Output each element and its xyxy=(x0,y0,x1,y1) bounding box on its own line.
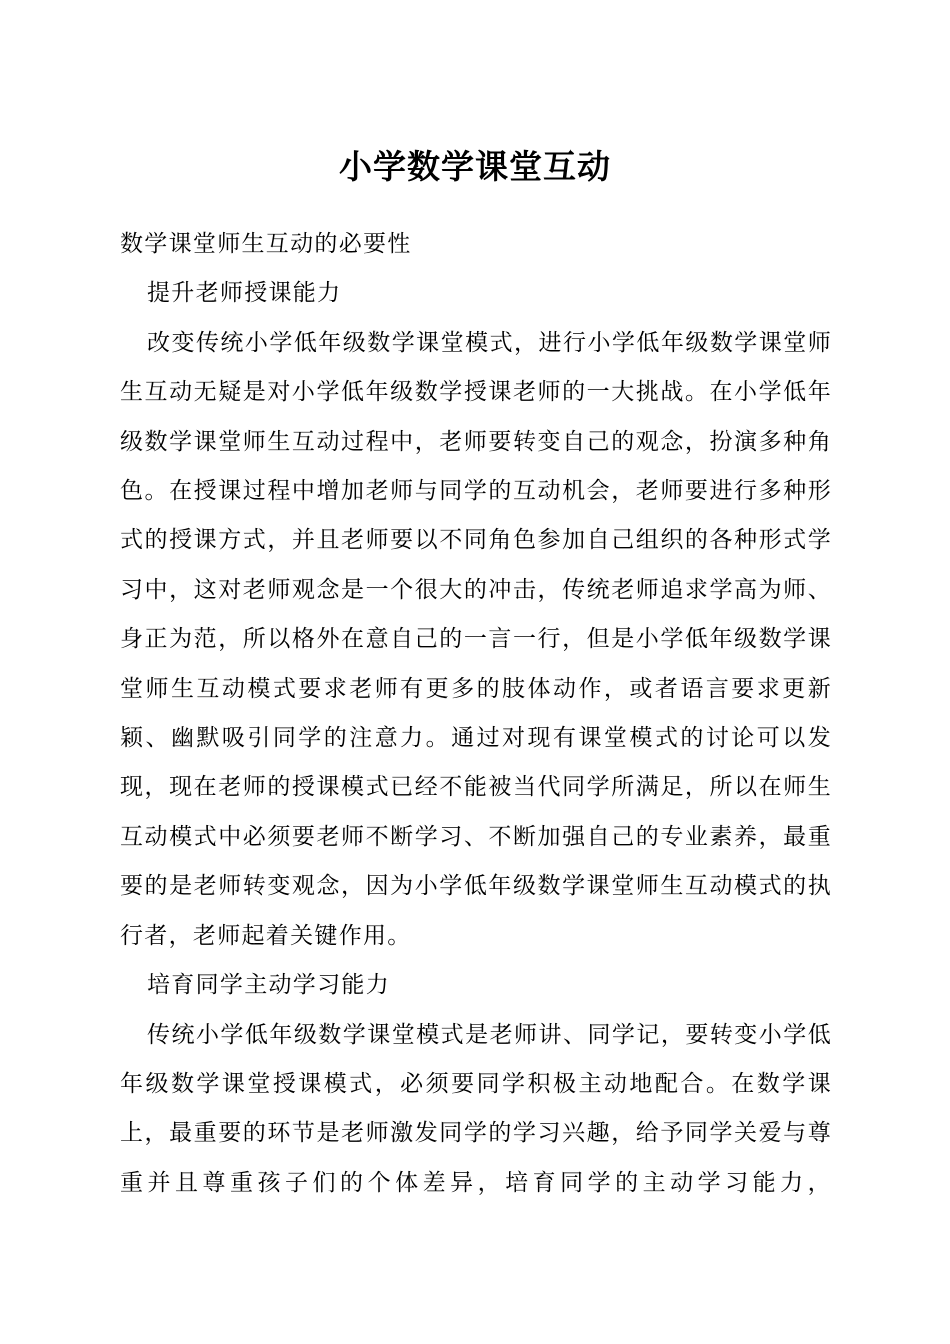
subsection-heading: 提升老师授课能力 xyxy=(147,280,342,307)
body-paragraph: 传统小学低年级数学课堂模式是老师讲、同学记，要转变小学低年级数学课堂授课模式，必须要同学积极主动地配合。在数学课上，最重要的环节是老师激发同学的学习兴趣，给予同学关爱与尊重并且尊重孩子们的个体差异，培育同学的主动学习能力， xyxy=(120,1021,832,1196)
body-paragraph: 改变传统小学低年级数学课堂模式，进行小学低年级数学课堂师生互动无疑是对小学低年级数学授课老师的一大挑战。在小学低年级数学课堂师生互动过程中，老师要转变自己的观念，扮演多种角色。在授课过程中增加老师与同学的互动机会，老师要进行多种形式的授课方式，并且老师要以不同角色参加自己组织的各种形式学习中，这对老师观念是一个很大的冲击，传统老师追求学高为师、身正为范，所以格外在意自己的一言一行，但是小学低年级数学课堂师生互动模式要求老师有更多的肢体动作，或者语言要求更新颖、幽默吸引同学的注意力。通过对现有课堂模式的讨论可以发现，现在老师的授课模式已经不能被当代同学所满足，所以在师生互动模式中必须要老师不断学习、不断加强自己的专业素养，最重要的是老师转变观念，因为小学低年级数学课堂师生互动模式的执行者，老师起着关键作用。 xyxy=(120,329,832,949)
document-title: 小学数学课堂互动 xyxy=(339,147,611,186)
document-body xyxy=(120,220,832,1208)
section-heading: 数学课堂师生互动的必要性 xyxy=(120,231,412,257)
subsection-heading: 培育同学主动学习能力 xyxy=(147,972,390,999)
